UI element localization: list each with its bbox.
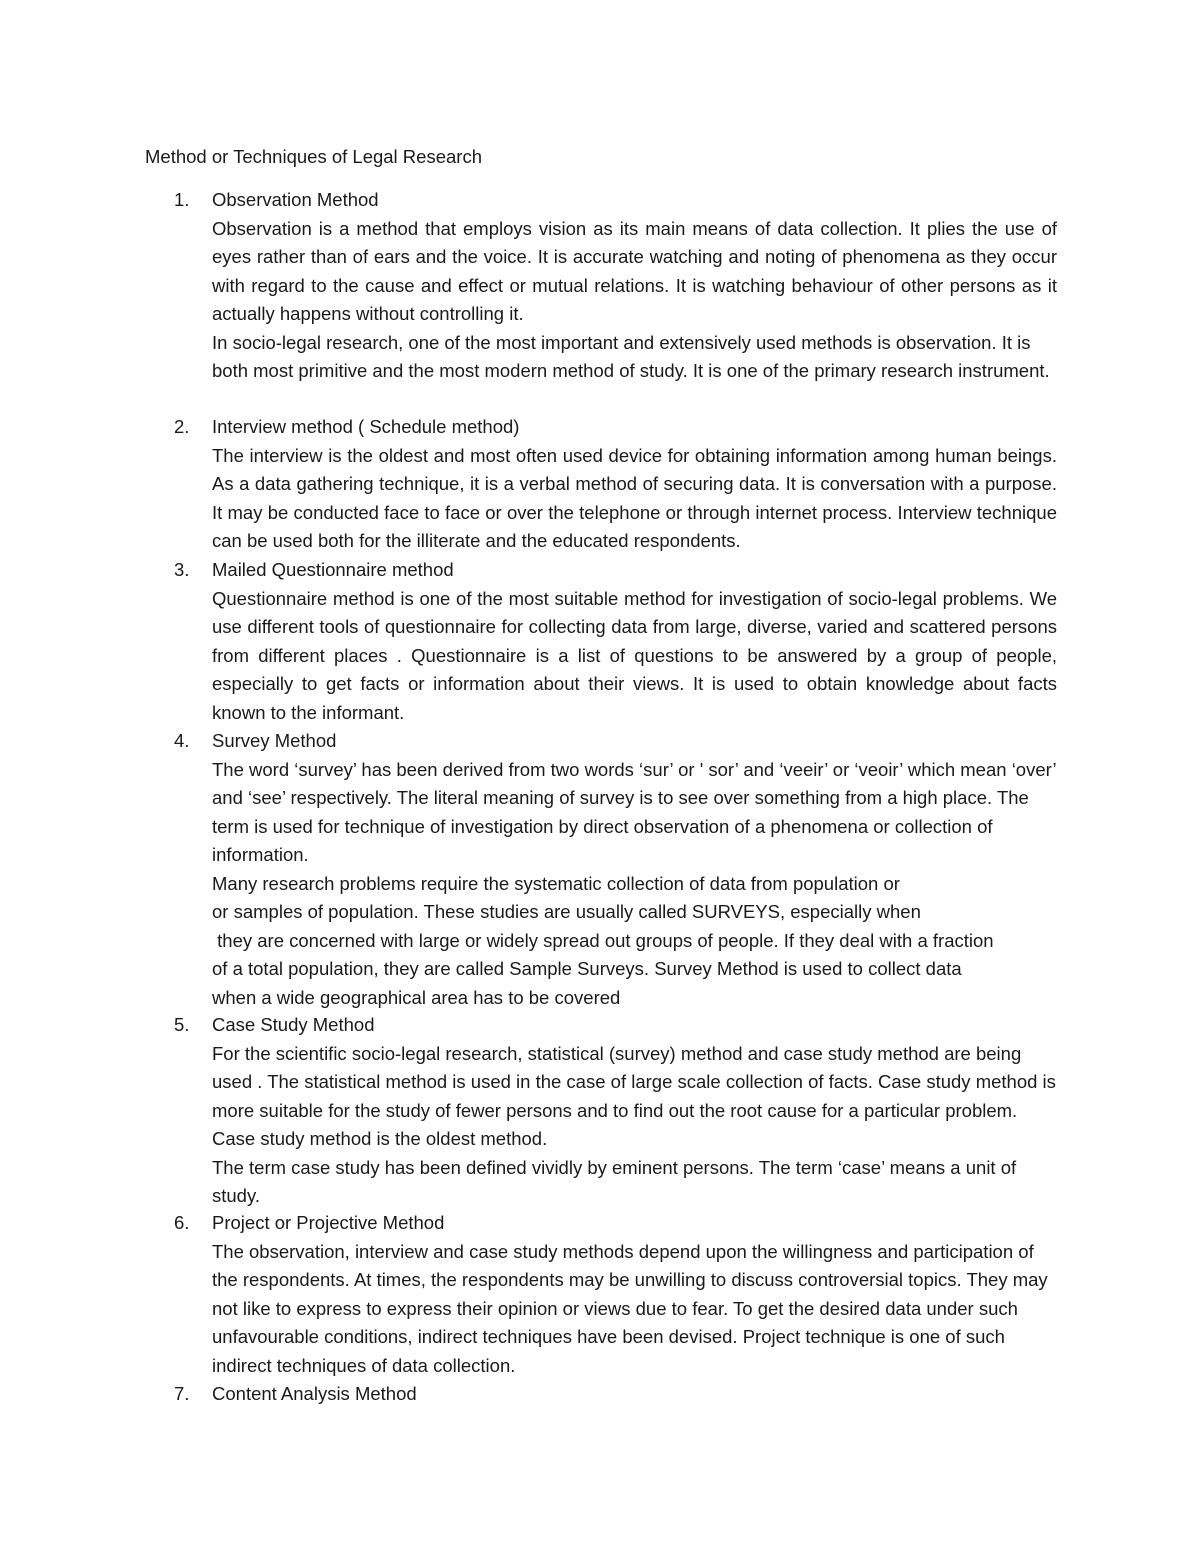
item-heading: Case Study Method — [212, 1014, 375, 1035]
item-paragraph: The observation, interview and case study methods depend upon the willingness and participation of the respondents. At times, the respondents may be unwilling to discuss controversial topics. They may not like to express to express their opinion or views due to fear. To get the desired data under such unfavourable conditions, indirect techniques have been devised. Project technique is one of such indirect techniques of data collection. — [212, 1240, 1048, 1376]
item-heading: Observation Method — [212, 189, 379, 210]
item-paragraph: Questionnaire method is one of the most suitable method for investigation of socio-legal problems. We use different tools of questionnaire for collecting data from large, diverse, varied and scattered persons from different places . Questionnaire is a list of questions to be answered by a group of people, especially to get facts or information about their views. It is used to obtain knowledge about facts known to the informant. — [212, 587, 1057, 723]
item-paragraph: The term case study has been defined vividly by eminent persons. The term ‘case’ means a unit of study. — [212, 1156, 1017, 1206]
item-heading: Survey Method — [212, 730, 337, 751]
item-paragraph: The interview is the oldest and most often used device for obtaining information among human beings. As a data gathering technique, it is a verbal method of securing data. It is conversation with a purpose. It may be conducted face to face or over the telephone or through internet process. Interview technique can be used both for the illiterate and the educated respondents. — [212, 444, 1057, 551]
item-number: 1. — [174, 189, 190, 210]
item-paragraph: The word ‘survey’ has been derived from two words ‘sur’ or ' sor’ and ‘veeir’ or ‘veoir’ which mean ‘over’ and ‘see’ respectively. The literal meaning of survey is to see over something from a high place. The term is used for technique of investigation by direct observation of a phenomena or collection of information. — [212, 758, 1056, 865]
item-body — [212, 1011, 1072, 1211]
item-number: 3. — [174, 559, 190, 580]
item-line: they are concerned with large or widely spread out groups of people. If they deal with a fraction — [212, 929, 994, 951]
item-heading: Mailed Questionnaire method — [212, 559, 454, 580]
item-number: 5. — [174, 1014, 190, 1035]
item-paragraph: Observation is a method that employs vision as its main means of data collection. It plies the use of eyes rather than of ears and the voice. It is accurate watching and noting of phenomena as they occur with regard to the cause and effect or mutual relations. It is watching behaviour of other persons as it actually happens without controlling it. — [212, 217, 1057, 324]
item-heading: Interview method ( Schedule method) — [212, 416, 520, 437]
item-number: 4. — [174, 730, 190, 751]
item-body — [212, 727, 1072, 1012]
item-heading: Project or Projective Method — [212, 1212, 445, 1233]
item-number: 6. — [174, 1212, 190, 1233]
item-line: Many research problems require the systematic collection of data from population or — [212, 872, 900, 894]
item-number: 7. — [174, 1383, 190, 1404]
item-body — [212, 1380, 1072, 1409]
item-body — [212, 556, 1072, 727]
item-number: 2. — [174, 416, 190, 437]
item-body — [212, 186, 1072, 386]
item-body — [212, 1209, 1072, 1380]
item-line: or samples of population. These studies are usually called SURVEYS, especially when — [212, 901, 921, 922]
item-line: when a wide geographical area has to be covered — [212, 986, 621, 1008]
item-paragraph: For the scientific socio-legal research, statistical (survey) method and case study method are being used . The statistical method is used in the case of large scale collection of facts. Case study method is more suitable for the study of fewer persons and to find out the root cause for a particular problem. Case study method is the oldest method. — [212, 1042, 1056, 1149]
item-paragraph: In socio-legal research, one of the most important and extensively used methods is observation. It is both most primitive and the most modern method of study. It is one of the primary research instrument. — [212, 331, 1050, 381]
item-line: of a total population, they are called Sample Surveys. Survey Method is used to collect data — [212, 958, 962, 979]
item-body — [212, 413, 1072, 556]
item-heading: Content Analysis Method — [212, 1383, 417, 1404]
document-title: Method or Techniques of Legal Research — [145, 146, 482, 167]
